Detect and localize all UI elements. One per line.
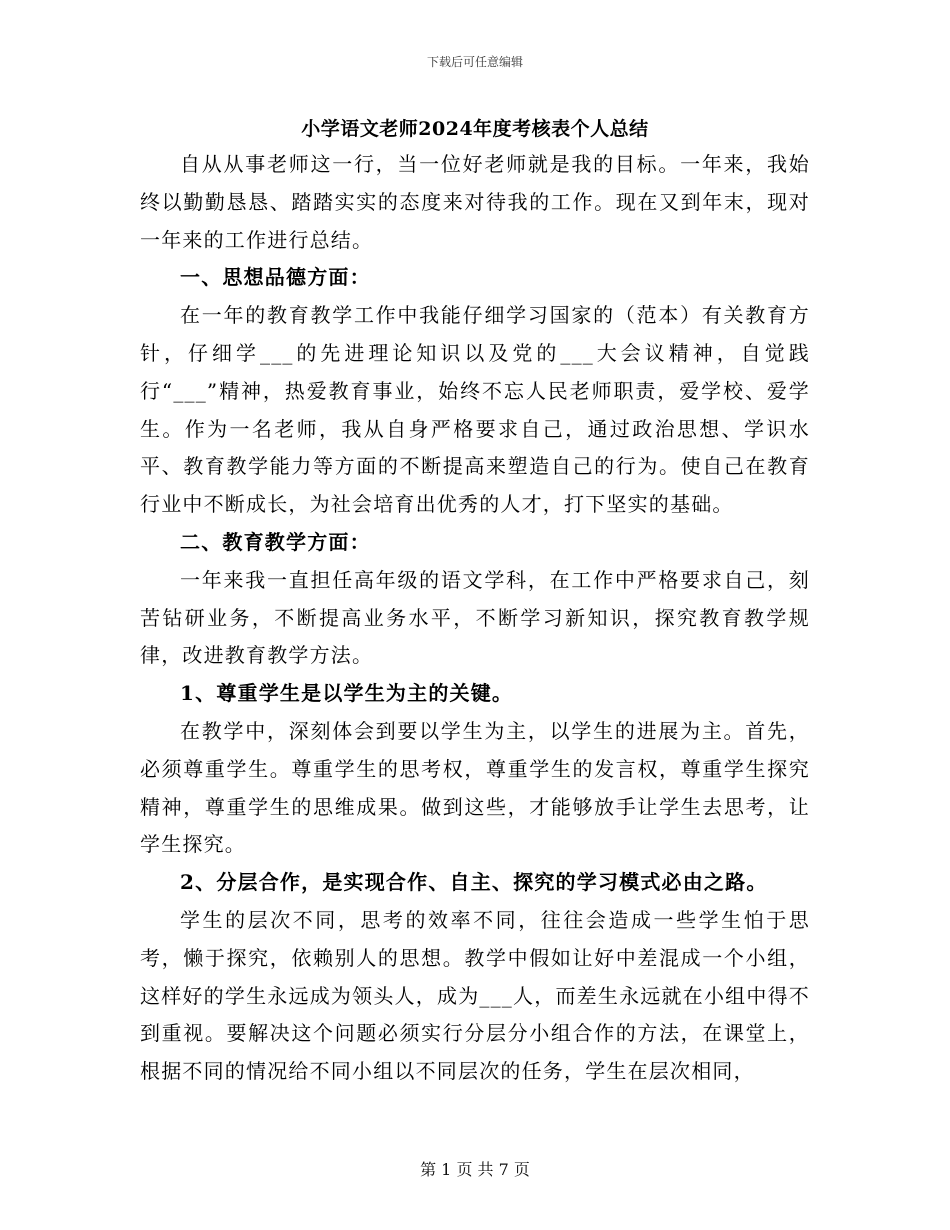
heading-teaching: 二、教育教学方面： <box>180 529 371 554</box>
heading-ideology: 一、思想品德方面： <box>180 265 371 290</box>
heading-layered-cooperation: 2、分层合作，是实现合作、自主、探究的学习模式必由之路。 <box>180 870 768 895</box>
paragraph-ideology: 在一年的教育教学工作中我能仔细学习国家的（范本）有关教育方针，仔细学___的先进理论知识以及党的___大会议精神，自觉践行“___”精神，热爱教育事业，始终不忘人民老师职责，爱学校、爱学生。作为一名老师，我从自身严格要求自己，通过政治思想、学识水平、教育教学能力等方面的不断提高来塑造自己的行为。使自己在教育行业中不断成长，为社会培育出优秀的人才，打下坚实的基础。 <box>140 303 810 517</box>
header-note: 下载后可任意编辑 <box>426 55 523 69</box>
page-title: 小学语文老师2024年度考核表个人总结 <box>301 118 649 140</box>
paragraph-respect-students: 在教学中，深刻体会到要以学生为主，以学生的进展为主。首先，必须尊重学生。尊重学生的思考权，尊重学生的发言权，尊重学生探究精神，尊重学生的思维成果。做到这些，才能够放手让学生去思考，让学生探究。 <box>140 718 810 857</box>
paragraph-intro: 自从从事老师这一行，当一位好老师就是我的目标。一年来，我始终以勤勤恳恳、踏踏实实的态度来对待我的工作。现在又到年末，现对一年来的工作进行总结。 <box>140 152 810 252</box>
document-body <box>140 146 810 1091</box>
heading-respect-students: 1、尊重学生是以学生为主的关键。 <box>180 681 514 706</box>
page-footer: 第 1 页 共 7 页 <box>420 1160 530 1179</box>
paragraph-layered-cooperation: 学生的层次不同，思考的效率不同，往往会造成一些学生怕于思考，懒于探究，依赖别人的思想。教学中假如让好中差混成一个小组，这样好的学生永远成为领头人，成为___人，而差生永远就在小组中得不到重视。要解决这个问题必须实行分层分小组合作的方法，在课堂上，根据不同的情况给不同小组以不同层次的任务，学生在层次相同， <box>140 907 810 1084</box>
paragraph-teaching: 一年来我一直担任高年级的语文学科，在工作中严格要求自己，刻苦钻研业务，不断提高业务水平，不断学习新知识，探究教育教学规律，改进教育教学方法。 <box>140 567 810 668</box>
